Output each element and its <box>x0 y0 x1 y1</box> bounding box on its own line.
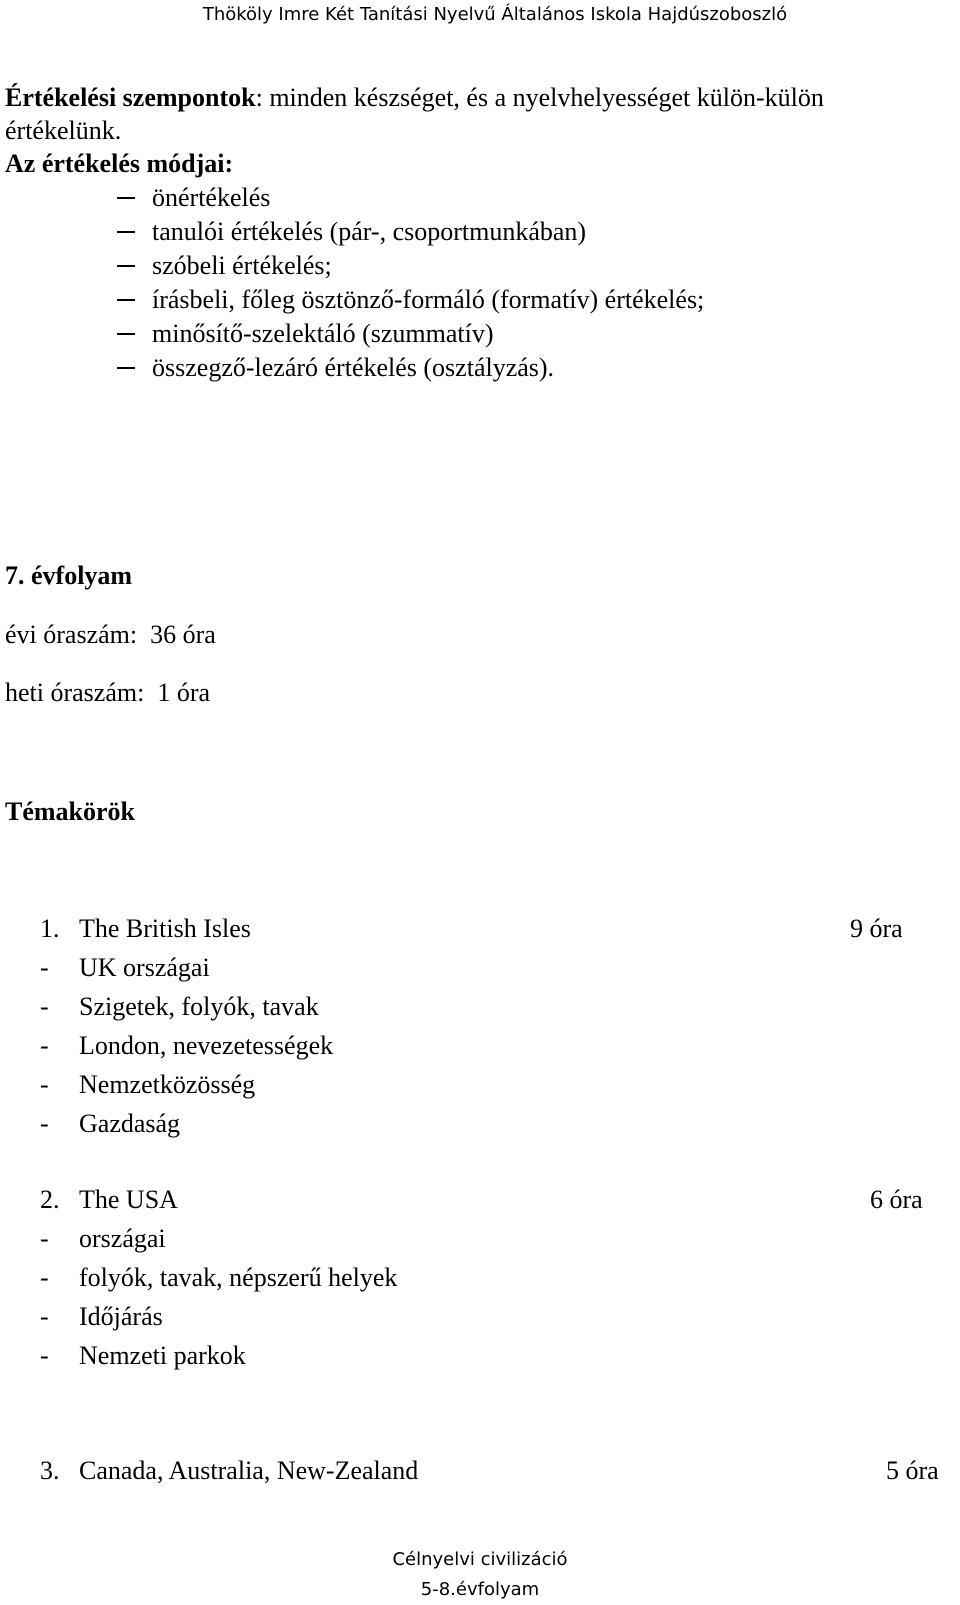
school-name: Thököly Imre Két Tanítási Nyelvű Általános Iskola Hajdúszoboszló <box>202 4 788 25</box>
dash-bullet <box>117 265 135 267</box>
topic-number: 1. <box>40 914 60 943</box>
dash-bullet <box>117 333 135 335</box>
subtopic-item <box>0 1263 960 1293</box>
footer-grades: 5-8.évfolyam <box>420 1579 540 1600</box>
dash-bullet <box>117 299 135 301</box>
subtopic-item <box>0 1070 960 1100</box>
annual-hours: évi óraszám: 36 óra <box>5 620 216 649</box>
criteria-label: Értékelési szempontok <box>5 83 256 112</box>
method-text: összegző-lezáró értékelés (osztályzás). <box>152 353 555 382</box>
subtopic-text: Időjárás <box>79 1302 163 1331</box>
hyphen-bullet: - <box>40 1070 49 1099</box>
grade-heading: 7. évfolyam <box>5 561 133 590</box>
hyphen-bullet: - <box>40 1031 49 1060</box>
page-footer <box>0 1545 960 1605</box>
method-text: tanulói értékelés (pár-, csoportmunkában) <box>152 217 587 246</box>
topic-title: The British Isles <box>79 914 251 943</box>
subtopic-item <box>0 1109 960 1139</box>
hyphen-bullet: - <box>40 992 49 1021</box>
criteria-text: : minden készséget, és a nyelvhelyességet külön-külön <box>255 83 824 112</box>
dash-bullet <box>117 367 135 369</box>
criteria-text-continued: értékelünk. <box>5 116 122 145</box>
subtopic-text: országai <box>79 1224 166 1253</box>
topic-row <box>0 1456 960 1486</box>
method-item <box>0 183 960 213</box>
methods-heading: Az értékelés módjai: <box>5 149 234 178</box>
subtopic-item <box>0 1224 960 1254</box>
method-text: írásbeli, főleg ösztönző-formáló (formatív) értékelés; <box>152 285 705 314</box>
subtopic-text: Szigetek, folyók, tavak <box>79 992 319 1021</box>
dash-bullet <box>117 197 135 199</box>
hyphen-bullet: - <box>40 1263 49 1292</box>
method-item <box>0 353 960 383</box>
dash-bullet <box>117 231 135 233</box>
method-text: szóbeli értékelés; <box>152 251 332 280</box>
hyphen-bullet: - <box>40 1109 49 1138</box>
hyphen-bullet: - <box>40 1302 49 1331</box>
method-item <box>0 251 960 281</box>
subtopic-text: Gazdaság <box>79 1109 181 1138</box>
subtopic-item <box>0 1302 960 1332</box>
subtopic-text: UK országai <box>79 953 210 982</box>
topic-title: Canada, Australia, New-Zealand <box>79 1456 419 1485</box>
method-item <box>0 217 960 247</box>
footer-subject: Célnyelvi civilizáció <box>392 1549 568 1570</box>
subtopic-text: folyók, tavak, népszerű helyek <box>79 1263 398 1292</box>
page-header <box>0 4 960 25</box>
hyphen-bullet: - <box>40 1224 49 1253</box>
subtopic-item <box>0 953 960 983</box>
subtopic-text: London, nevezetességek <box>79 1031 334 1060</box>
method-item <box>0 285 960 315</box>
topic-title: The USA <box>79 1185 178 1214</box>
hyphen-bullet: - <box>40 1341 49 1370</box>
subtopic-item <box>0 992 960 1022</box>
weekly-hours: heti óraszám: 1 óra <box>5 678 211 707</box>
topic-hours: 9 óra <box>850 914 903 943</box>
method-text: minősítő-szelektáló (szummatív) <box>152 319 494 348</box>
topic-hours: 6 óra <box>870 1185 923 1214</box>
subtopic-item <box>0 1031 960 1061</box>
subtopic-text: Nemzeti parkok <box>79 1341 246 1370</box>
method-item <box>0 319 960 349</box>
topic-hours: 5 óra <box>886 1456 939 1485</box>
topic-number: 2. <box>40 1185 60 1214</box>
subtopic-text: Nemzetközösség <box>79 1070 256 1099</box>
topic-row <box>0 1185 960 1215</box>
topic-row <box>0 914 960 944</box>
hyphen-bullet: - <box>40 953 49 982</box>
topics-heading: Témakörök <box>5 797 135 826</box>
subtopic-item <box>0 1341 960 1371</box>
topic-number: 3. <box>40 1456 60 1485</box>
method-text: önértékelés <box>152 183 271 212</box>
criteria-line <box>5 83 824 113</box>
